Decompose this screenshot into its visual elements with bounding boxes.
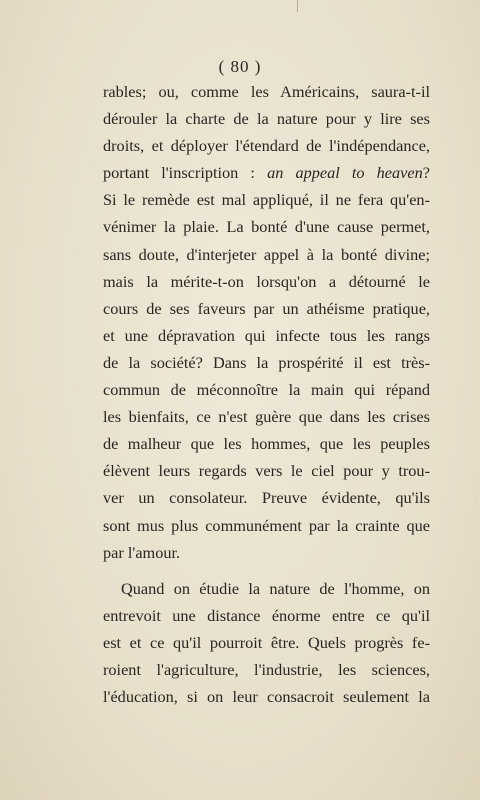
- text-line: Si le remède est mal appliqué, il ne fera qu'en-: [103, 190, 430, 210]
- text-line: sans doute, d'interjeter appel à la bonté divine;: [103, 244, 430, 264]
- text-line-with-italic: portant l'inscription : an appeal to heaven?: [103, 163, 430, 183]
- text-line: les bienfaits, ce n'est guère que dans les crises: [103, 407, 430, 427]
- page-number: ( 80 ): [218, 57, 262, 76]
- text-line: Quand on étudie la nature de l'homme, on: [121, 578, 430, 598]
- text-line: par l'amour.: [103, 542, 181, 562]
- text-line: sont mus plus communément par la crainte que: [103, 515, 430, 535]
- paragraph-1: [103, 78, 430, 566]
- text-line: roient l'agriculture, l'industrie, les sciences,: [103, 659, 430, 679]
- text-line: de la société? Dans la prospérité il est très-: [103, 352, 430, 372]
- italic-phrase: an appeal to heaven: [267, 163, 423, 183]
- text-line: est et ce qu'il pourroit être. Quels progrès fe-: [103, 632, 430, 652]
- text-line: mais la mérite-t-on lorsqu'on a détourné le: [103, 271, 430, 291]
- paragraph-2: [103, 575, 430, 710]
- text-line: de malheur que les hommes, que les peuples: [103, 434, 430, 454]
- text-line: rables; ou, comme les Américains, saura-t-il: [103, 82, 430, 101]
- text-line: commun de méconnoître la main qui répand: [103, 380, 430, 400]
- text-line: vénimer la plaie. La bonté d'une cause permet,: [103, 217, 430, 237]
- page-edge-mark: [297, 0, 298, 12]
- text-line: ver un consolateur. Preuve évidente, qu'ils: [103, 488, 430, 508]
- text-line: l'éducation, si on leur consacroit seulement la: [103, 687, 430, 707]
- text-line: droits, et déployer l'étendard de l'indépendance,: [103, 136, 430, 156]
- text-line: entrevoit une distance énorme entre ce qu'il: [103, 605, 430, 625]
- text-line: élèvent leurs regards vers le ciel pour y trou-: [103, 461, 430, 481]
- text-line: et une dépravation qui infecte tous les rangs: [103, 325, 430, 345]
- text-line: dérouler la charte de la nature pour y lire ses: [103, 109, 430, 129]
- text-line: cours de ses faveurs par un athéisme pratique,: [103, 298, 430, 318]
- body-text: [103, 78, 430, 710]
